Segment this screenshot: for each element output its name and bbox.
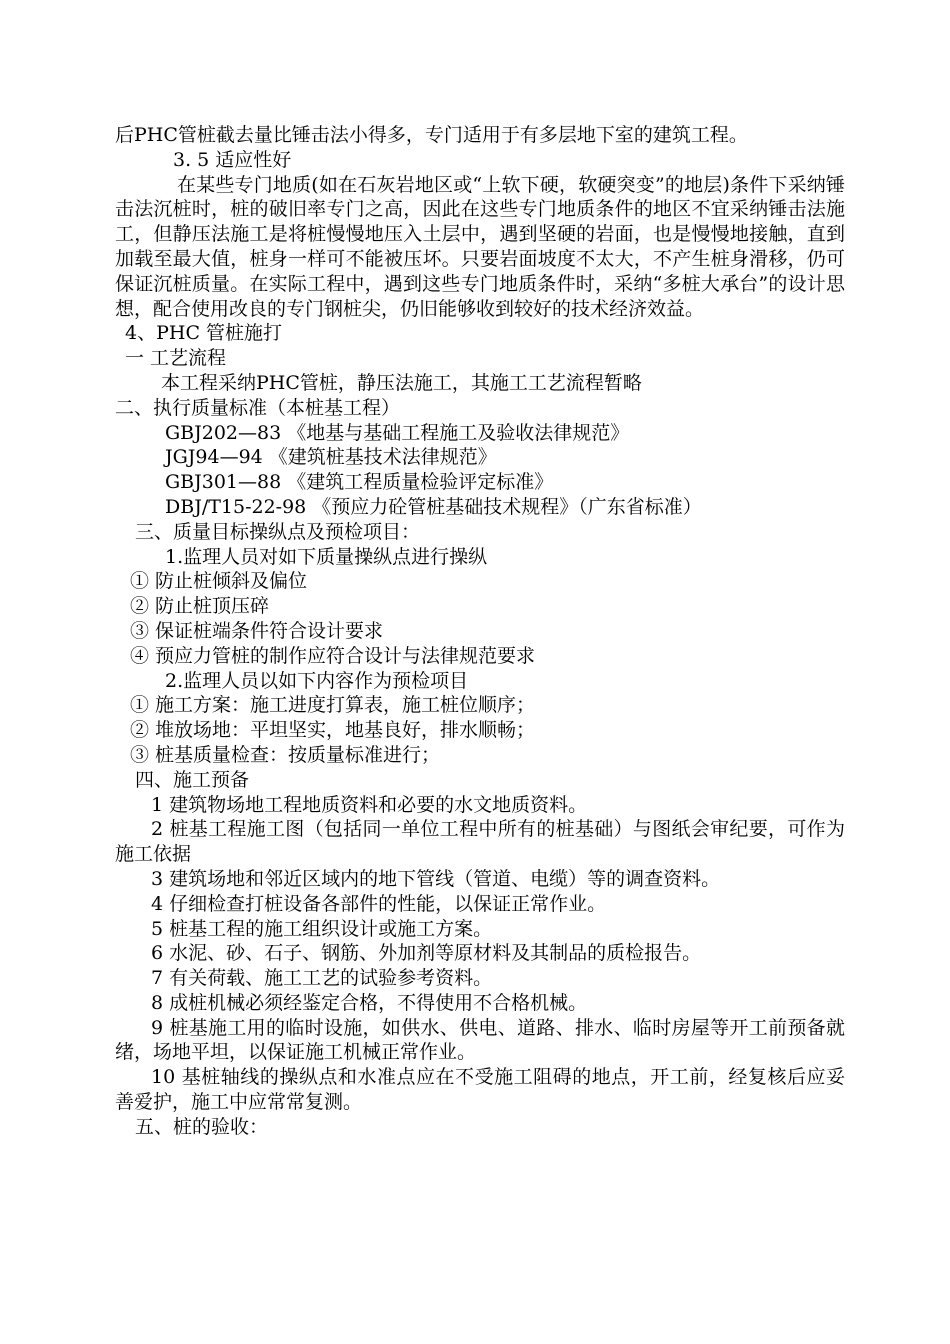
heading-phc-pile-driving: 4、PHC 管桩施打 [125,322,283,345]
list-item-prep-7: 7 有关荷载、施工工艺的试验参考资料。 [151,967,493,990]
list-item-prep-4: 4 仔细检查打桩设备各部件的性能，以保证正常作业。 [151,892,607,915]
list-item-prep-10: 10 基桩轴线的操纵点和水准点应在不受施工阻碍的地点，开工前，经复核后应妥善爱护，施工中应常常复测。 [115,1066,845,1114]
heading-quality-control-points: 三、质量目标操纵点及预检项目： [135,520,421,543]
heading-pile-acceptance: 五、桩的验收： [135,1115,269,1138]
standard-dbj-t15: DBJ/T15-22-98 《预应力砼管桩基础技术规程》（广东省标准） [165,495,702,518]
subheading-precheck-items: 2.监理人员以如下内容作为预检项目 [165,669,469,692]
text-process-flow: 本工程采纳PHC管桩，静压法施工，其施工工艺流程暂略 [161,371,642,394]
list-item-prep-6: 6 水泥、砂、石子、钢筋、外加剂等原材料及其制品的质检报告。 [151,942,702,965]
list-item-control-2: ② 防止桩顶压碎 [130,595,270,618]
list-item-prep-8: 8 成桩机械必须经鉴定合格，不得使用不合格机械。 [151,991,588,1014]
list-item-control-1: ① 防止桩倾斜及偏位 [130,570,308,593]
subheading-control-points: 1.监理人员对如下质量操纵点进行操纵 [165,545,488,568]
list-item-control-4: ④ 预应力管桩的制作应符合设计与法律规范要求 [130,644,536,667]
standard-jgj94: JGJ94—94 《建筑桩基技术法律规范》 [165,446,497,469]
document-body [115,123,845,1140]
standard-gbj301: GBJ301—88 《建筑工程质量检验评定标准》 [165,471,554,494]
list-item-precheck-2: ② 堆放场地：平坦坚实，地基良好，排水顺畅； [130,719,536,742]
list-item-prep-3: 3 建筑场地和邻近区域内的地下管线（管道、电缆）等的调查资料。 [151,867,721,890]
list-item-prep-1: 1 建筑物场地工程地质资料和必要的水文地质资料。 [151,793,588,816]
heading-process-flow: 一 工艺流程 [125,347,227,370]
list-item-precheck-1: ① 施工方案：施工进度打算表，施工桩位顺序； [130,694,536,717]
heading-construction-preparation: 四、施工预备 [135,768,250,791]
paragraph-continuation-phc-cutoff: 后PHC管桩截去量比锤击法小得多，专门适用于有多层地下室的建筑工程。 [115,124,748,146]
standard-gbj202: GBJ202—83 《地基与基础工程施工及验收法律规范》 [165,421,630,444]
list-item-prep-2: 2 桩基工程施工图（包括同一单位工程中所有的桩基础）与图纸会审纪要，可作为施工依据 [115,818,845,866]
list-item-prep-5: 5 桩基工程的施工组织设计或施工方案。 [151,917,493,940]
heading-adaptability: 3. 5 适应性好 [173,148,292,171]
list-item-control-3: ③ 保证桩端条件符合设计要求 [130,619,384,642]
heading-quality-standards: 二、执行质量标准（本桩基工程） [115,396,401,419]
paragraph-special-geology: 在某些专门地质(如在石灰岩地区或“上软下硬，软硬突变”的地层)条件下采纳锤击法沉桩时，桩的破旧率专门之高，因此在这些专门地质条件的地区不宜采纳锤击法施工，但静压法施工是将桩慢慢地压入土层中，遇到坚硬的岩面，也是慢慢地接触，直到加载至最大值，桩身一样可不能被压坏。只要岩面坡度不太大，不产生桩身滑移，仍可保证沉桩质量。在实际工程中，遇到这些专门地质条件时，采纳“多桩大承台”的设计思想，配合使用改良的专门钢桩尖，仍旧能够收到较好的技术经济效益。 [115,173,845,320]
list-item-prep-9: 9 桩基施工用的临时设施，如供水、供电、道路、排水、临时房屋等开工前预备就绪，场地平坦，以保证施工机械正常作业。 [115,1016,845,1064]
list-item-precheck-3: ③ 桩基质量检查：按质量标准进行； [130,743,441,766]
